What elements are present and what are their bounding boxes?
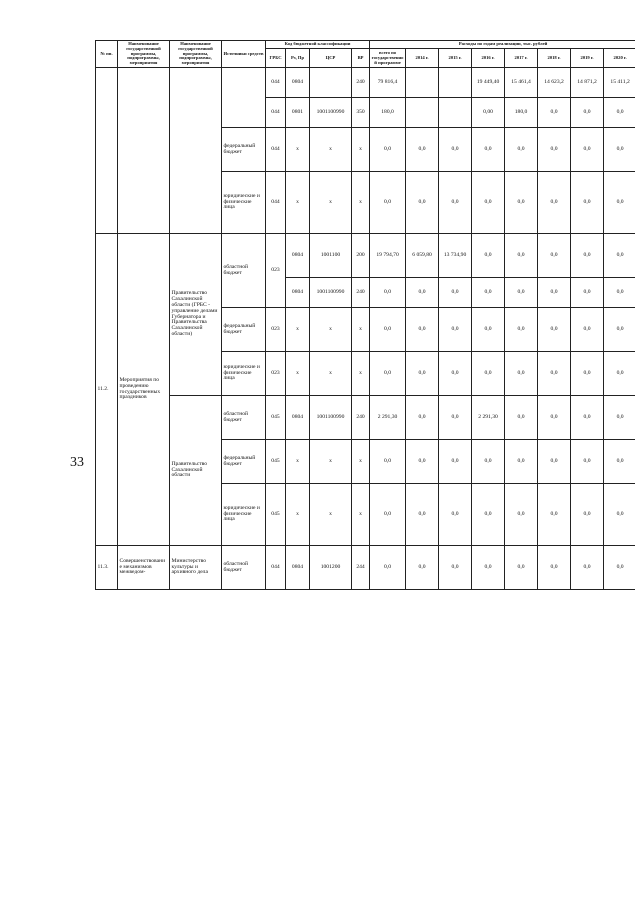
cell-2015 <box>439 98 472 128</box>
cell-csr: x <box>310 308 352 352</box>
cell-csr: 1001100990 <box>310 396 352 440</box>
cell-grbs: 045 <box>266 396 286 440</box>
cell-2014: 0,0 <box>406 172 439 234</box>
cell-grbs: 044 <box>266 546 286 590</box>
cell-2017: 180,0 <box>505 98 538 128</box>
cell-grbs: 045 <box>266 484 286 546</box>
cell-rzpr: x <box>286 172 310 234</box>
cell-total: 0,0 <box>370 352 406 396</box>
cell-2017: 0,0 <box>505 440 538 484</box>
cell-vr: 244 <box>352 546 370 590</box>
table-body <box>96 68 636 590</box>
cell-2019: 0,0 <box>571 98 604 128</box>
cell-2020: 0,0 <box>604 308 635 352</box>
cell-2020: 0,0 <box>604 440 635 484</box>
cell-source <box>222 68 266 128</box>
cell-2014: 0,0 <box>406 546 439 590</box>
cell-2017: 0,0 <box>505 172 538 234</box>
cell-executor: Министерство культуры и архивного дела <box>170 546 222 590</box>
cell-grbs: 044 <box>266 68 286 98</box>
cell-total: 0,0 <box>370 440 406 484</box>
cell-2014 <box>406 68 439 98</box>
cell-num: 11.2. <box>96 234 118 546</box>
cell-2020: 0,0 <box>604 546 635 590</box>
cell-2020: 0,0 <box>604 278 635 308</box>
cell-2014: 0,0 <box>406 484 439 546</box>
header-year: 2015 г. <box>439 49 472 68</box>
table-row <box>96 546 636 590</box>
cell-source: юридические и физические лица <box>222 352 266 396</box>
cell-num: 11.3. <box>96 546 118 590</box>
cell-2020: 0,0 <box>604 396 635 440</box>
cell-rzpr: 0801 <box>286 98 310 128</box>
cell-2017: 0,0 <box>505 484 538 546</box>
cell-rzpr: x <box>286 308 310 352</box>
cell-2018: 14 623,2 <box>538 68 571 98</box>
cell-grbs: 044 <box>266 128 286 172</box>
cell-2016: 0,0 <box>472 234 505 278</box>
cell-2016: 0,0 <box>472 546 505 590</box>
header-vr: ВР <box>352 49 370 68</box>
cell-source: юридические и физические лица <box>222 484 266 546</box>
cell-executor <box>170 68 222 234</box>
cell-2014: 0,0 <box>406 396 439 440</box>
cell-2018: 0,0 <box>538 128 571 172</box>
cell-2015: 0,0 <box>439 484 472 546</box>
cell-source: федеральный бюджет <box>222 440 266 484</box>
cell-source: федеральный бюджет <box>222 308 266 352</box>
cell-vr: x <box>352 440 370 484</box>
cell-2019: 0,0 <box>571 440 604 484</box>
cell-2018: 0,0 <box>538 278 571 308</box>
cell-2019: 0,0 <box>571 128 604 172</box>
cell-csr: 1001100990 <box>310 278 352 308</box>
cell-rzpr: 0804 <box>286 546 310 590</box>
cell-2017: 0,0 <box>505 234 538 278</box>
table-header <box>96 41 636 68</box>
cell-2016: 2 291,30 <box>472 396 505 440</box>
cell-2016: 0,0 <box>472 128 505 172</box>
cell-2017: 15 461,4 <box>505 68 538 98</box>
cell-csr: x <box>310 172 352 234</box>
cell-2014: 6 059,80 <box>406 234 439 278</box>
cell-2020: 0,0 <box>604 484 635 546</box>
header-grbs: ГРБС <box>266 49 286 68</box>
cell-total: 0,0 <box>370 308 406 352</box>
cell-2018: 0,0 <box>538 396 571 440</box>
cell-2016: 0,0 <box>472 172 505 234</box>
cell-program: Мероприятия по проведению государственных праздников <box>118 234 170 546</box>
cell-2018: 0,0 <box>538 172 571 234</box>
table-row <box>96 396 636 440</box>
cell-2016: 0,0 <box>472 352 505 396</box>
cell-2016: 0,0 <box>472 308 505 352</box>
cell-2016: 0,00 <box>472 98 505 128</box>
cell-2019: 0,0 <box>571 546 604 590</box>
cell-2017: 0,0 <box>505 308 538 352</box>
cell-2018: 0,0 <box>538 546 571 590</box>
cell-rzpr: x <box>286 484 310 546</box>
cell-rzpr: x <box>286 128 310 172</box>
cell-vr: x <box>352 484 370 546</box>
cell-total: 0,0 <box>370 278 406 308</box>
cell-grbs: 023 <box>266 352 286 396</box>
cell-2015: 0,0 <box>439 546 472 590</box>
cell-2014: 0,0 <box>406 440 439 484</box>
cell-program: Совершенствование механизмов межведом- <box>118 546 170 590</box>
cell-program <box>118 68 170 234</box>
cell-2015: 0,0 <box>439 440 472 484</box>
cell-2015: 0,0 <box>439 128 472 172</box>
cell-2017: 0,0 <box>505 396 538 440</box>
cell-2018: 0,0 <box>538 440 571 484</box>
cell-vr: x <box>352 308 370 352</box>
cell-vr: 200 <box>352 234 370 278</box>
cell-vr: x <box>352 128 370 172</box>
cell-2019: 0,0 <box>571 172 604 234</box>
header-executor: Наименование государственной программы, подпрограммы, мероприятия <box>170 41 222 68</box>
cell-source: областной бюджет <box>222 396 266 440</box>
cell-2018: 0,0 <box>538 234 571 278</box>
cell-vr: x <box>352 172 370 234</box>
cell-rzpr: x <box>286 352 310 396</box>
cell-2015: 0,0 <box>439 308 472 352</box>
header-year: 2020 г. <box>604 49 635 68</box>
cell-2018: 0,0 <box>538 308 571 352</box>
cell-2016: 19 449,40 <box>472 68 505 98</box>
cell-source: юридические и физические лица <box>222 172 266 234</box>
cell-2020: 0,0 <box>604 234 635 278</box>
cell-2019: 0,0 <box>571 484 604 546</box>
cell-2015: 0,0 <box>439 352 472 396</box>
page-number: 33 <box>70 455 84 470</box>
cell-csr: 1001100 <box>310 234 352 278</box>
cell-rzpr: x <box>286 440 310 484</box>
cell-total: 19 794,70 <box>370 234 406 278</box>
cell-2020: 15 411,2 <box>604 68 635 98</box>
header-budget-code-group: Код бюджетной классификации <box>266 41 370 49</box>
cell-2014: 0,0 <box>406 278 439 308</box>
cell-grbs: 044 <box>266 98 286 128</box>
header-num: № пп. <box>96 41 118 68</box>
cell-2019: 0,0 <box>571 308 604 352</box>
cell-csr: 1001100990 <box>310 98 352 128</box>
table-row <box>96 68 636 98</box>
cell-2018: 0,0 <box>538 98 571 128</box>
header-total: всего по государственной программе <box>370 49 406 68</box>
cell-2015: 0,0 <box>439 172 472 234</box>
cell-2020: 0,0 <box>604 128 635 172</box>
cell-vr: 240 <box>352 396 370 440</box>
cell-grbs: 045 <box>266 440 286 484</box>
cell-2017: 0,0 <box>505 546 538 590</box>
cell-2015: 0,0 <box>439 278 472 308</box>
cell-source: областной бюджет <box>222 234 266 308</box>
cell-total: 2 291,30 <box>370 396 406 440</box>
cell-total: 180,0 <box>370 98 406 128</box>
cell-2014: 0,0 <box>406 308 439 352</box>
cell-2015 <box>439 68 472 98</box>
header-source: Источники средств <box>222 41 266 68</box>
cell-2018: 0,0 <box>538 484 571 546</box>
cell-2020: 0,0 <box>604 98 635 128</box>
cell-2019: 14 871,2 <box>571 68 604 98</box>
cell-csr: x <box>310 440 352 484</box>
cell-grbs: 023 <box>266 308 286 352</box>
cell-num <box>96 68 118 234</box>
cell-2017: 0,0 <box>505 352 538 396</box>
cell-2018: 0,0 <box>538 352 571 396</box>
cell-csr: 1001200 <box>310 546 352 590</box>
cell-2019: 0,0 <box>571 234 604 278</box>
cell-total: 0,0 <box>370 172 406 234</box>
cell-2014: 0,0 <box>406 128 439 172</box>
cell-source: федеральный бюджет <box>222 128 266 172</box>
cell-rzpr: 0804 <box>286 278 310 308</box>
cell-grbs: 023 <box>266 234 286 308</box>
cell-2019: 0,0 <box>571 352 604 396</box>
cell-executor: Правительство Сахалинской области <box>170 396 222 546</box>
budget-table-container <box>95 40 635 890</box>
cell-2016: 0,0 <box>472 484 505 546</box>
cell-csr: x <box>310 352 352 396</box>
header-year: 2019 г. <box>571 49 604 68</box>
cell-2015: 13 734,90 <box>439 234 472 278</box>
cell-2017: 0,0 <box>505 278 538 308</box>
cell-source: областной бюджет <box>222 546 266 590</box>
cell-executor: Правительство Сахалинской области (ГРБС - управление делами Губернатора и Правительства Сахалинской области) <box>170 234 222 396</box>
header-year: 2018 г. <box>538 49 571 68</box>
cell-2015: 0,0 <box>439 396 472 440</box>
header-rzpr: Рз, Пр <box>286 49 310 68</box>
cell-csr: x <box>310 128 352 172</box>
cell-csr <box>310 68 352 98</box>
cell-total: 0,0 <box>370 128 406 172</box>
header-year: 2016 г. <box>472 49 505 68</box>
cell-2019: 0,0 <box>571 396 604 440</box>
cell-vr: 240 <box>352 68 370 98</box>
cell-2020: 0,0 <box>604 172 635 234</box>
cell-2017: 0,0 <box>505 128 538 172</box>
header-year: 2014 г. <box>406 49 439 68</box>
cell-total: 79 816,4 <box>370 68 406 98</box>
cell-vr: 350 <box>352 98 370 128</box>
header-expenses-group: Расходы по годам реализации, тыс. рублей <box>370 41 635 49</box>
cell-vr: 240 <box>352 278 370 308</box>
header-program: Наименование государственной программы, подпрограммы, мероприятия <box>118 41 170 68</box>
cell-2019: 0,0 <box>571 278 604 308</box>
cell-rzpr: 0804 <box>286 234 310 278</box>
cell-vr: x <box>352 352 370 396</box>
cell-rzpr: 0804 <box>286 68 310 98</box>
header-year: 2017 г. <box>505 49 538 68</box>
cell-rzpr: 0804 <box>286 396 310 440</box>
cell-2016: 0,0 <box>472 440 505 484</box>
cell-csr: x <box>310 484 352 546</box>
cell-2014: 0,0 <box>406 352 439 396</box>
header-csr: ЦСР <box>310 49 352 68</box>
cell-total: 0,0 <box>370 546 406 590</box>
cell-grbs: 044 <box>266 172 286 234</box>
table-row <box>96 234 636 278</box>
cell-2020: 0,0 <box>604 352 635 396</box>
cell-2014 <box>406 98 439 128</box>
budget-table <box>95 40 635 590</box>
cell-total: 0,0 <box>370 484 406 546</box>
cell-2016: 0,0 <box>472 278 505 308</box>
